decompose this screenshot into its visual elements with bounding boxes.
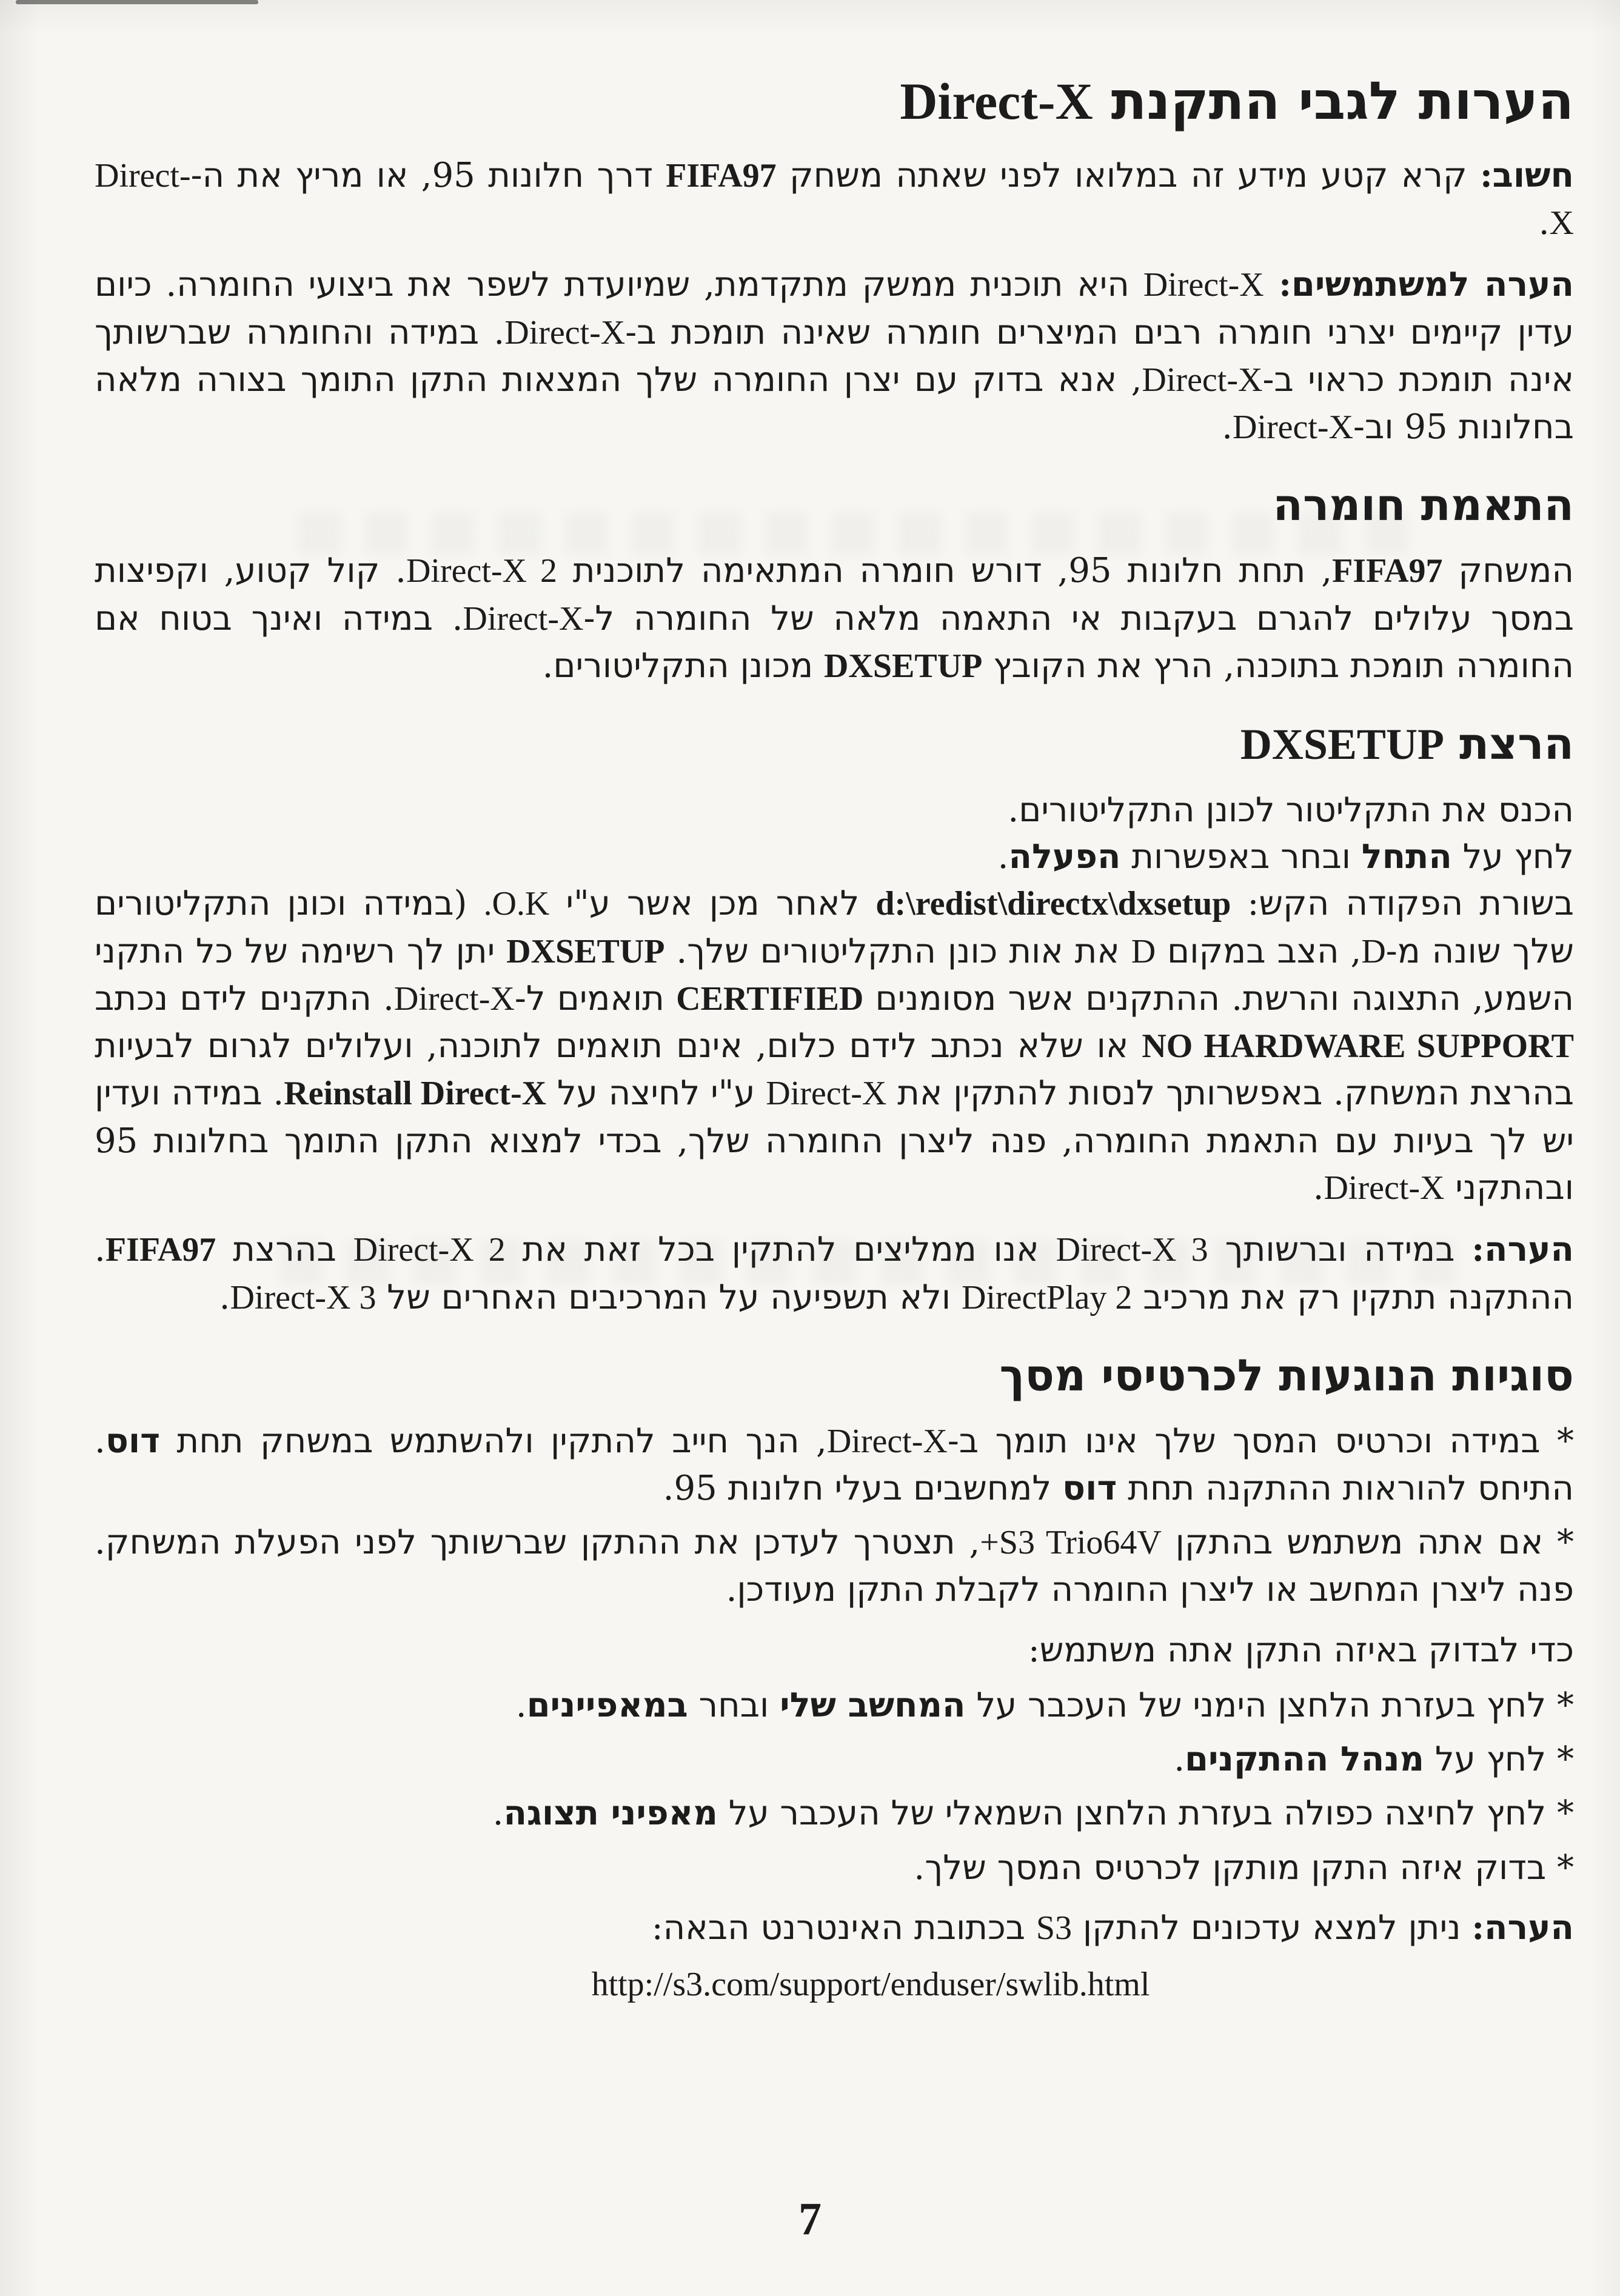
page-title [95, 72, 1574, 132]
text-run: הכנס את התקליטור לכונן התקליטורים. [1008, 790, 1574, 830]
dxsetup-run-heading [95, 719, 1574, 770]
users-note-paragraph [95, 261, 1574, 451]
text-run: התחל [1361, 836, 1452, 877]
text-run: . [219, 1277, 230, 1317]
s3-update-note [95, 1904, 1574, 1952]
text-run: . [1313, 1168, 1324, 1207]
text-run: DirectPlay 2 [961, 1278, 1133, 1317]
text-run: . [492, 1794, 504, 1834]
important-note-paragraph [95, 152, 1574, 247]
text-run: המחשב שלי [780, 1684, 966, 1725]
text-run: Direct-X 2 [353, 1231, 506, 1269]
text-run: D [1361, 932, 1386, 970]
text-run: Direct-X [1142, 361, 1263, 399]
text-run: Reinstall Direct-X [284, 1075, 547, 1113]
text-run: NO HARDWARE SUPPORT [1142, 1027, 1574, 1066]
text-run: . [1538, 203, 1550, 243]
hardware-compat-paragraph [95, 547, 1574, 690]
text-run: מכונן התקליטורים. [542, 646, 824, 686]
text-run: (במידה וכונן התקליטורים שלך שונה מ- [95, 884, 1574, 971]
text-run: * לחץ לחיצה כפולה בעזרת הלחצן השמאלי של העכבר על [717, 1794, 1574, 1834]
text-run: קרא קטע מידע זה במלואו לפני שאתה משחק [776, 155, 1480, 195]
text-run: . התיחס להוראות ההתקנה תחת [95, 1421, 1574, 1508]
text-run: הערה: [1471, 1907, 1574, 1947]
text-run: , תחת חלונות 95, דורש חומרה המתאימה לתוכנית [557, 551, 1333, 591]
text-run: ובחר באפשרות [1120, 837, 1362, 877]
text-run: דרך חלונות 95, או מריץ את ה- [190, 155, 666, 195]
text-run: יתן לך רשימה של כל התקני השמע, התצוגה והרשת. ההתקנים אשר מסומנים [95, 931, 1575, 1018]
text-run: חשוב: [1480, 155, 1574, 195]
text-run: Direct-X [463, 599, 584, 638]
display-cards-heading [95, 1350, 1574, 1401]
text-run: את אות כונן התקליטורים שלך. [664, 931, 1131, 971]
text-run: . [515, 1685, 527, 1725]
text-run: ע"י לחיצה על [546, 1073, 766, 1113]
text-run: הערה למשתמשים: [1264, 264, 1574, 305]
text-run: דוס [1062, 1467, 1117, 1508]
text-run: בכתובת האינטרנט הבאה: [651, 1907, 1036, 1947]
text-run: * אם אתה משתמש בהתקן [1161, 1523, 1575, 1563]
text-run: דוס [105, 1420, 161, 1461]
text-run: . [1174, 1740, 1185, 1780]
text-run: S3 Trio64V+ [980, 1524, 1162, 1562]
text-run: הערה: [1471, 1229, 1574, 1270]
page-number: 7 [798, 2194, 822, 2244]
bullet-double-click-display-props [95, 1790, 1574, 1837]
text-run: Direct-X [826, 1422, 948, 1460]
text-run: הערות לגבי התקנת [1093, 70, 1574, 132]
text-run: . התקנים לידם נכתב [95, 978, 394, 1018]
page-content [95, 72, 1574, 2009]
text-run: D [1131, 932, 1156, 970]
dxsetup-command-paragraph [95, 880, 1574, 1212]
text-run: Direct-X [504, 313, 626, 352]
text-run: , הצב במקום [1156, 931, 1362, 971]
text-run: , אנא בדוק עם יצרן החומרה שלך המצאות התקן התומך בצורה מלאה בחלונות 95 וב- [95, 359, 1574, 447]
text-run: * לחץ בעזרת הלחצן הימני של העכבר על [965, 1685, 1574, 1725]
text-run: DXSETUP [823, 647, 983, 685]
bullet-device-manager [95, 1736, 1574, 1783]
scan-edge-artifact [16, 0, 258, 4]
text-run: מאפיני תצוגה [503, 1793, 718, 1834]
bullet-no-dx-support [95, 1418, 1574, 1512]
text-run: Direct-X [1233, 409, 1354, 447]
bullet-check-display-adapter [95, 1844, 1574, 1891]
text-run: Direct-X [95, 156, 1574, 242]
text-run: אנו ממליצים להתקין בכל זאת את [505, 1230, 1056, 1270]
text-run: * בדוק איזה התקן מותקן לכרטיס המסך שלך. [914, 1847, 1574, 1887]
text-run: . במידה ועדין יש לך בעיות עם התאמת החומרה, פנה ליצרן החומרה שלך, בכדי למצוא התקן התומך בחלונות 95 ובהתקני [95, 1073, 1574, 1207]
text-run: תואמים ל- [514, 978, 677, 1018]
text-run: , הנך חייב להתקין ולהשתמש במשחק תחת [160, 1421, 827, 1461]
text-run: S3 [1036, 1909, 1073, 1947]
text-run: FIFA97 [105, 1231, 216, 1269]
text-run: . קול קטוע, וקפיצות במסך עלולים להגרם בעקבות אי התאמה מלאה של החומרה ל- [95, 551, 1575, 638]
text-run: . במידה והחומרה שברשותך אינה תומכת כראוי ב- [95, 312, 1574, 399]
text-run: d:\redist\directx\dxsetup [875, 885, 1231, 923]
text-run: ולא תשפיעה על המרכיבים האחרים של [376, 1277, 962, 1317]
text-run: . במידה ואינך בטוח אם החומרה תומכת בתוכנה, הרץ את הקובץ [95, 598, 1574, 686]
text-run: Direct-X 3 [230, 1278, 377, 1317]
text-run: הרצת [1444, 718, 1574, 770]
text-run: Direct-X [766, 1075, 887, 1113]
text-run: התאמת חומרה [1273, 479, 1574, 531]
text-run: ניתן למצא עדכונים להתקן [1072, 1907, 1472, 1947]
text-run: בהרצת [216, 1230, 353, 1270]
bullet-right-click-my-computer [95, 1682, 1574, 1729]
text-run: Direct-X 3 [1056, 1231, 1208, 1269]
text-run: . [1222, 407, 1233, 447]
text-run: ובחר [688, 1685, 780, 1725]
s3-support-url: http://s3.com/support/enduser/swlib.html [591, 1966, 1150, 2004]
text-run: המשחק [1442, 551, 1574, 591]
text-run: הפעלה [1008, 836, 1121, 877]
text-run: Direct-X [393, 979, 515, 1018]
step-click-start [95, 833, 1574, 880]
text-run: Direct-X [1143, 266, 1264, 304]
text-run: . [997, 837, 1009, 877]
step-insert-cd [95, 787, 1574, 833]
dx3-note-paragraph [95, 1226, 1574, 1321]
text-run: Direct-X [1324, 1169, 1445, 1207]
text-run: Direct-X [900, 72, 1093, 130]
text-run: בשורת הפקודה הקש: [1231, 884, 1575, 924]
bullet-s3-trio64v [95, 1519, 1574, 1614]
text-run: היא תוכנית ממשק מתקדמת, שמיועדת לשפר את ביצועי החומרה. כיום עדין קיימים יצרני חומרה רבים המיצרים חומרה שאינה תומכת ב- [95, 265, 1575, 352]
text-run: * במידה וכרטיס המסך שלך אינו תומך ב- [947, 1421, 1574, 1461]
hardware-compat-heading [95, 480, 1574, 530]
text-run: מנהל ההתקנים [1185, 1739, 1425, 1780]
text-run: DXSETUP [506, 932, 665, 970]
text-run: DXSETUP [1240, 720, 1444, 769]
text-run: O.K. [483, 885, 550, 923]
text-run: CERTIFIED [676, 979, 864, 1018]
text-run: Direct-X 2 [406, 552, 557, 590]
text-run: , תצטרך לעדכן את ההתקן שברשותך לפני הפעלת המשחק. פנה ליצרן המחשב או ליצרן החומרה לקבלת התקן מעודכן. [95, 1523, 1574, 1610]
text-run: . ההתקנה תתקין רק את מרכיב [95, 1230, 1574, 1317]
text-run: למחשבים בעלי חלונות 95. [663, 1468, 1063, 1508]
text-run: * לחץ על [1424, 1740, 1574, 1780]
text-run: לחץ על [1451, 837, 1574, 877]
text-run: או שלא נכתב לידם כלום, אינם תואמים לתוכנה, ועלולים לגרום לבעיות בהרצת המשחק. באפשרותך לנסות להתקין את [95, 1026, 1575, 1113]
text-run: במאפיינים [526, 1684, 688, 1725]
text-run: במידה וברשותך [1208, 1230, 1472, 1270]
text-run: FIFA97 [1332, 552, 1443, 590]
text-run: סוגיות הנוגעות לכרטיסי מסך [999, 1349, 1574, 1401]
check-device-intro [95, 1627, 1574, 1674]
text-run: לאחר מכן אשר ע"י [549, 884, 876, 924]
text-run: כדי לבדוק באיזה התקן אתה משתמש: [1028, 1630, 1574, 1670]
text-run: FIFA97 [666, 156, 777, 195]
